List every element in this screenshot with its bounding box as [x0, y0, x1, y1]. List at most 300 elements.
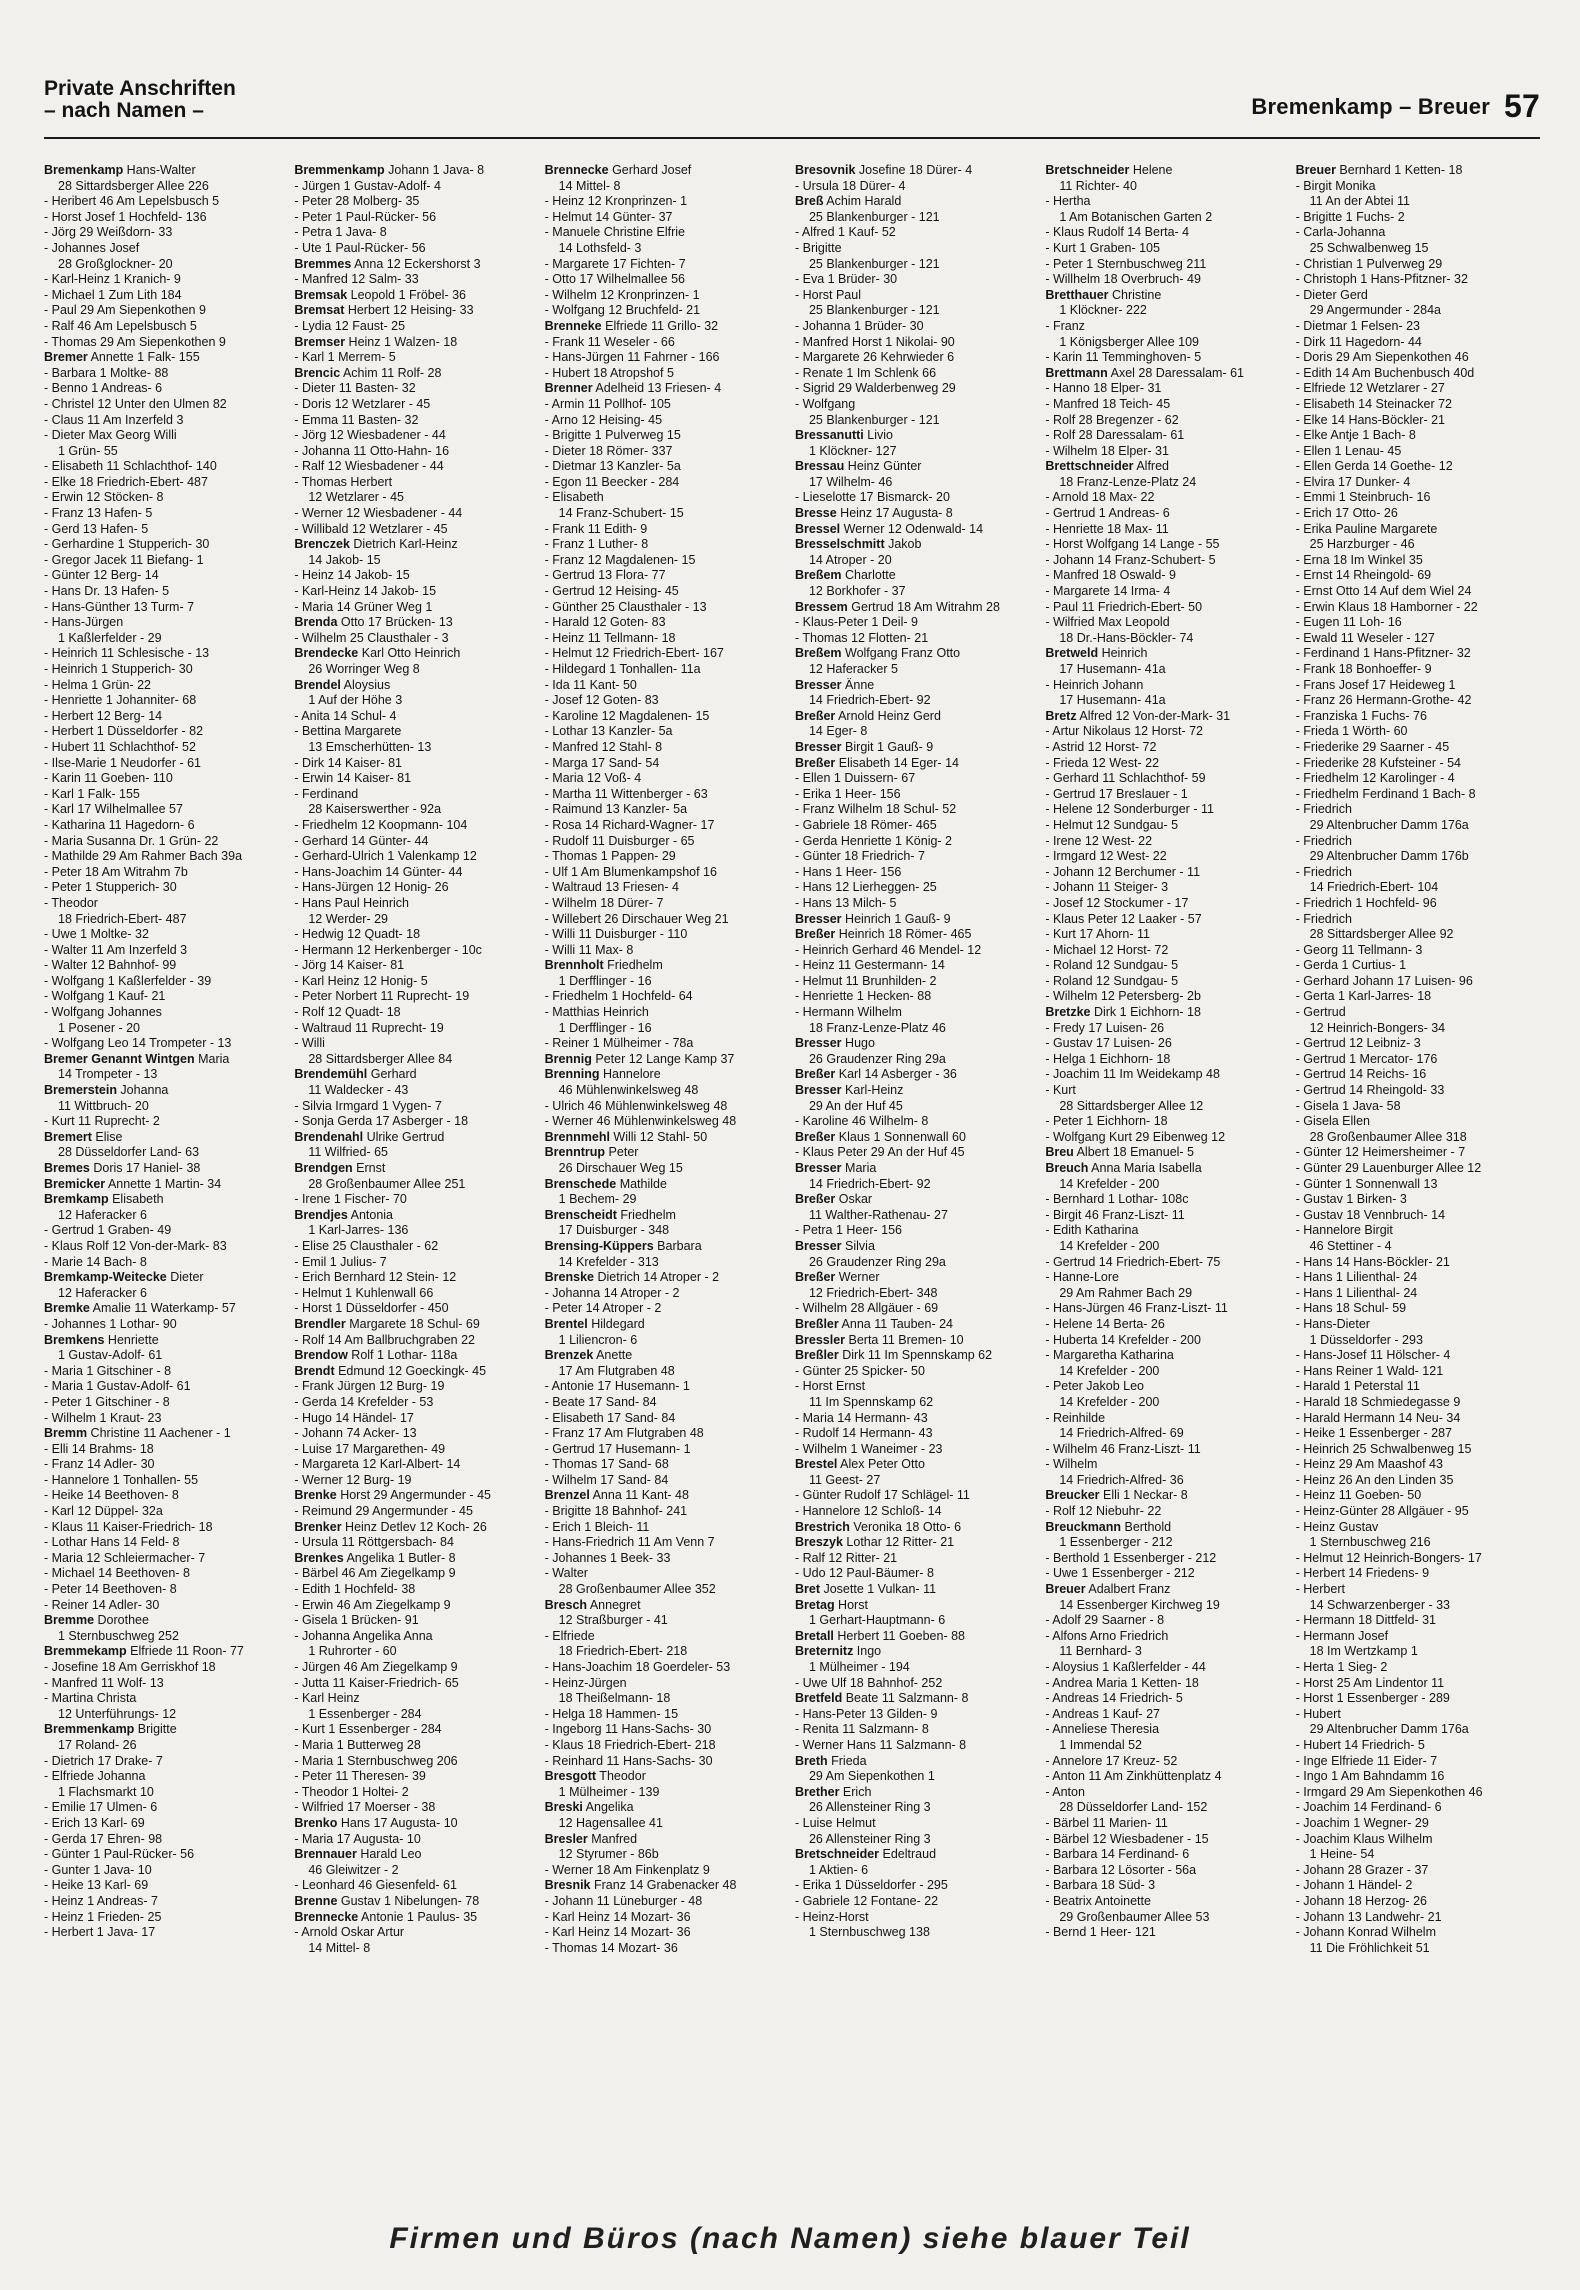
listing-line: - Udo 12 Paul-Bäumer- 8	[794, 1566, 934, 1581]
listing-line: 28 Großenbaumer Allee 251	[308, 1176, 466, 1191]
listing-line: - Anita 14 Schul- 4	[294, 708, 397, 723]
listing-line: 29 Großenbaumer Allee 53	[1059, 1909, 1210, 1924]
listing-line: 28 Sittardsberger Allee 84	[308, 1051, 453, 1066]
surname: Brenning	[544, 1067, 600, 1082]
listing-line: 14 Friedrich-Alfred- 69	[1059, 1426, 1184, 1441]
listing-line: - Jutta 11 Kaiser-Friedrich- 65	[294, 1675, 459, 1690]
listing-line: - Gertrud 1 Graben- 49	[44, 1223, 172, 1238]
surname: Bret	[794, 1582, 820, 1597]
surname: Bremke	[44, 1301, 90, 1316]
listing-line: 25 Blankenburger - 121	[808, 412, 940, 427]
listing-line: - Elisabeth	[544, 490, 604, 505]
listing-line: - Erika 1 Heer- 156	[794, 786, 901, 801]
listing-line: 1 Mülheimer - 194	[808, 1660, 910, 1674]
listing-line: - Sigrid 29 Walderbenweg 29	[794, 381, 956, 396]
listing-line: Bremmekamp Elfriede 11 Roon- 77	[44, 1644, 244, 1659]
listing-line: - Friederike 28 Kufsteiner - 54	[1295, 755, 1461, 770]
listing-line: - Renate 1 Im Schlenk 66	[794, 365, 937, 380]
surname: Breßer	[794, 708, 836, 723]
listing-line: Brennholt Friedhelm	[544, 958, 663, 973]
listing-line: - Ralf 12 Wiesbadener - 44	[294, 459, 444, 474]
listing-line: - Franz 12 Magdalenen- 15	[544, 552, 696, 567]
listing-line: - Kurt 17 Ahorn- 11	[1045, 927, 1150, 942]
listing-line: - Petra 1 Heer- 156	[794, 1223, 902, 1238]
listing-line: - Friedrich 1 Hochfeld- 96	[1295, 895, 1437, 910]
listing-line: - Ulf 1 Am Blumenkampshof 16	[544, 864, 717, 879]
listing-line: Bremme Dorothee	[44, 1613, 149, 1628]
listing-line: - Gertrud 14 Rheingold- 33	[1295, 1083, 1445, 1098]
listing-line: - Maria 1 Sternbuschweg 206	[294, 1753, 458, 1768]
listing-line: Bremmenkamp Brigitte	[44, 1722, 177, 1737]
listing-line: - Heinz 14 Jakob- 15	[294, 568, 410, 583]
listing-line: - Hans-Jürgen	[44, 615, 124, 630]
surname: Bremm	[44, 1426, 88, 1441]
listing-line: - Maria 14 Hermann- 43	[794, 1410, 928, 1425]
listing-line: - Bernhard 1 Lothar- 108c	[1045, 1192, 1189, 1207]
listing-line: - Wilhelm 28 Allgäuer - 69	[794, 1301, 939, 1316]
surname: Brenske	[544, 1270, 594, 1285]
listing-line: 29 An der Huf 45	[808, 1098, 903, 1113]
listing-line: 14 Eger- 8	[808, 724, 868, 739]
listing-line: Bremer Annette 1 Falk- 155	[44, 350, 200, 365]
surname: Brenzek	[544, 1348, 594, 1363]
listing-line: Bretthauer Christine	[1045, 287, 1162, 302]
listing-line: Brenntrup Peter	[544, 1145, 639, 1160]
listing-line: - Henriette 18 Max- 11	[1045, 521, 1169, 536]
listing-line: - Klaus Peter 29 An der Huf 45	[794, 1145, 965, 1160]
listing-line: - Günter 29 Lauenburger Allee 12	[1295, 1161, 1482, 1175]
listing-line: - Anton 11 Am Zinkhüttenplatz 4	[1045, 1769, 1222, 1784]
surname: Brendel	[294, 677, 341, 692]
listing-line: - Gertrud 17 Breslauer - 1	[1045, 786, 1188, 801]
listing-line: - Gunter 1 Java- 10	[44, 1862, 152, 1877]
listing-column-4	[795, 163, 1039, 2213]
listing-line: - Horst Paul	[794, 287, 861, 302]
listing-line: - Luise Helmut	[794, 1815, 876, 1830]
listing-line: Brenske Dietrich 14 Atroper - 2	[544, 1270, 720, 1285]
listing-line: - Franz 14 Adler- 30	[44, 1457, 155, 1472]
surname: Breßer	[794, 927, 836, 942]
listing-line: - Gregor Jacek 11 Biefang- 1	[44, 552, 204, 567]
listing-line: Breuch Anna Maria Isabella	[1045, 1161, 1202, 1175]
listing-line: 17 Roland- 26	[58, 1737, 137, 1752]
listing-line: - Dieter 18 Römer- 337	[544, 443, 673, 458]
listing-line: Bresch Annegret	[544, 1597, 641, 1612]
listing-line: - Hans 18 Schul- 59	[1295, 1301, 1407, 1316]
listing-line: - Wilhelm 1 Kraut- 23	[44, 1410, 162, 1425]
listing-line: - Karl Heinz 12 Honig- 5	[294, 973, 428, 988]
listing-line: Bresser Karl-Heinz	[794, 1083, 904, 1098]
listing-line: - Johann 74 Acker- 13	[294, 1426, 417, 1441]
surname: Brenner	[544, 381, 593, 396]
listing-line: - Johannes Josef	[44, 240, 140, 255]
listing-line: - Hans-Jürgen 46 Franz-Liszt- 11	[1045, 1301, 1228, 1316]
listing-line: Breßer Karl 14 Asberger - 36	[794, 1067, 957, 1082]
listing-line: Brenneke Elfriede 11 Grillo- 32	[544, 318, 719, 333]
listing-line: - Karoline 12 Magdalenen- 15	[544, 708, 710, 723]
listing-line: 11 Wilfried- 65	[308, 1145, 388, 1160]
surname: Bresgott	[544, 1769, 597, 1784]
listing-line: - Dieter Max Georg Willi	[44, 428, 177, 443]
surname: Breßem	[794, 568, 842, 583]
surname: Brenschede	[544, 1176, 617, 1191]
surname: Bressel	[794, 521, 841, 536]
listing-line: - Manuele Christine Elfrie	[544, 225, 685, 240]
surname: Bresser	[794, 1036, 842, 1051]
listing-line: - Elke Antje 1 Bach- 8	[1295, 428, 1416, 443]
surname: Bremicker	[44, 1176, 106, 1191]
listing-line: - Bärbel 11 Marien- 11	[1045, 1815, 1168, 1830]
listing-line: 26 Allensteiner Ring 3	[808, 1800, 931, 1815]
surname: Bremkens	[44, 1332, 105, 1347]
listing-line: 12 Straßburger - 41	[558, 1613, 668, 1628]
listing-line: - Irmgard 29 Am Siepenkothen 46	[1295, 1784, 1483, 1799]
listing-line: 18 Franz-Lenze-Platz 24	[1059, 474, 1197, 489]
listing-line: 18 Friedrich-Ebert- 218	[558, 1644, 688, 1659]
listing-line: - Herta 1 Sieg- 2	[1295, 1660, 1388, 1674]
listing-line: - Günther 25 Clausthaler - 13	[544, 599, 707, 614]
listing-line: - Hermann 18 Dittfeld- 31	[1295, 1613, 1436, 1628]
listing-line: Brenner Adelheid 13 Friesen- 4	[544, 381, 722, 396]
section-header	[44, 78, 236, 122]
listing-line: - Harald 12 Goten- 83	[544, 615, 666, 630]
surname: Bremenkamp	[44, 163, 124, 177]
listing-line: - Henriette 1 Johanniter- 68	[44, 693, 197, 708]
listing-line: 1 Immendal 52	[1059, 1737, 1142, 1752]
listing-line: - Franz	[1045, 318, 1085, 333]
listing-line: - Doris 12 Wetzlarer - 45	[294, 396, 431, 411]
surname: Bresse	[794, 506, 837, 521]
listing-line: Brensing-Küppers Barbara	[544, 1238, 702, 1253]
listing-line: - Gustav 18 Vennbruch- 14	[1295, 1207, 1446, 1222]
listing-line: - Friedrich	[1295, 833, 1352, 848]
listing-line: - Peter 1 Sternbuschweg 211	[1045, 256, 1207, 271]
listing-line: - Helmut 12 Friedrich-Ebert- 167	[544, 646, 724, 661]
listing-line: - Uwe 1 Moltke- 32	[44, 927, 149, 942]
listing-line: - Peter 1 Gitschiner - 8	[44, 1394, 170, 1409]
listing-line: - Barbara 12 Lösorter - 56a	[1045, 1862, 1197, 1877]
listing-line: Bremer Genannt Wintgen Maria	[44, 1051, 230, 1066]
listing-line: - Herbert 1 Düsseldorfer - 82	[44, 724, 204, 739]
listing-line: - Wilhelm 1 Waneimer - 23	[794, 1441, 943, 1456]
surname: Bremes	[44, 1161, 90, 1175]
listing-line: 29 Altenbrucher Damm 176a	[1309, 1722, 1469, 1737]
listing-line: 14 Friedrich-Ebert- 104	[1309, 880, 1439, 895]
listing-column-3	[545, 163, 789, 2213]
listing-line: - Franz 26 Hermann-Grothe- 42	[1295, 693, 1472, 708]
listing-line: - Wilhelm 25 Clausthaler - 3	[294, 630, 449, 645]
listing-line: - Helga 18 Hammen- 15	[544, 1706, 679, 1721]
surname: Breucker	[1045, 1488, 1100, 1503]
listing-line: - Hermann Josef	[1295, 1628, 1389, 1643]
surname: Brenne	[294, 1893, 338, 1908]
listing-line: - Karl-Heinz 1 Kranich- 9	[44, 272, 181, 287]
listing-line: - Gertrud 14 Friedrich-Ebert- 75	[1045, 1254, 1221, 1269]
listing-line: - Wolfgang Johannes	[44, 1005, 162, 1020]
listing-line: - Peter 11 Theresen- 39	[294, 1769, 426, 1784]
listing-line: 11 Richter- 40	[1059, 178, 1137, 193]
listing-line: 25 Blankenburger - 121	[808, 303, 940, 318]
listing-line: - Manfred 18 Teich- 45	[1045, 396, 1171, 411]
listing-line: - Ursula 11 Röttgersbach- 84	[294, 1535, 454, 1550]
listing-line: - Edith 14 Am Buchenbusch 40d	[1295, 365, 1475, 380]
listing-line: - Leonhard 46 Giesenfeld- 61	[294, 1878, 457, 1893]
listing-line: - Margareta 12 Karl-Albert- 14	[294, 1457, 461, 1472]
listing-line: - Hannelore Birgit	[1295, 1223, 1393, 1238]
listing-line: Bresovnik Josefine 18 Dürer- 4	[794, 163, 973, 177]
listing-line: - Jörg 29 Weißdorn- 33	[44, 225, 173, 240]
listing-line: - Hubert 14 Friedrich- 5	[1295, 1737, 1425, 1752]
listing-line: - Horst 25 Am Lindentor 11	[1295, 1675, 1445, 1690]
listing-line: - Arno 12 Heising- 45	[544, 412, 663, 427]
listing-line: - Wolfgang Leo 14 Trompeter - 13	[44, 1036, 232, 1051]
listing-line: - Friederike 29 Saarner - 45	[1295, 739, 1450, 754]
listing-line: - Peter 1 Stupperich- 30	[44, 880, 177, 895]
listing-line: - Gertrud 12 Heising- 45	[544, 584, 679, 599]
listing-line: - Matthias Heinrich	[544, 1005, 649, 1020]
listing-line: Bresler Manfred	[544, 1831, 638, 1846]
listing-line: 14 Friedrich-Alfred- 36	[1059, 1472, 1184, 1487]
listing-line: - Wilhelm 18 Dürer- 7	[544, 895, 664, 910]
surname: Bresovnik	[794, 163, 856, 177]
listing-line: - Klaus Rolf 12 Von-der-Mark- 83	[44, 1238, 227, 1253]
listing-line: - Manfred 18 Oswald- 9	[1045, 568, 1176, 583]
listing-line: 11 Wittbruch- 20	[58, 1098, 149, 1113]
listing-line: - Christel 12 Unter den Ulmen 82	[44, 396, 227, 411]
listing-line: - Helmut 11 Brunhilden- 2	[794, 973, 937, 988]
listing-line: - Frans Josef 17 Heideweg 1	[1295, 677, 1456, 692]
listing-line: - Hans-Peter 13 Gilden- 9	[794, 1706, 938, 1721]
listing-line: - Friedhelm 12 Karolinger - 4	[1295, 771, 1455, 786]
listing-line: - Ellen Gerda 14 Goethe- 12	[1295, 459, 1453, 474]
listing-line: Brestel Alex Peter Otto	[794, 1457, 925, 1472]
listing-line: - Gerhard-Ulrich 1 Valenkamp 12	[294, 849, 477, 864]
page-number: 57	[1504, 88, 1540, 124]
listing-line: - Margarete 14 Irma- 4	[1045, 584, 1171, 599]
listing-line: 14 Friedrich-Ebert- 92	[808, 693, 931, 708]
surname: Brendenahl	[294, 1129, 364, 1144]
surname: Bresser	[794, 1161, 842, 1175]
listing-line: - Walter	[544, 1566, 588, 1581]
listing-line: - Lothar Hans 14 Feld- 8	[44, 1535, 180, 1550]
listing-line: - Helga 1 Eichhorn- 18	[1045, 1051, 1171, 1066]
listing-line: 26 Worringer Weg 8	[308, 662, 420, 676]
listing-line: Breßem Charlotte	[794, 568, 896, 583]
surname: Brennmehl	[544, 1129, 610, 1144]
listing-line: - Lieselotte 17 Bismarck- 20	[794, 490, 950, 505]
listing-line: - Jürgen 46 Am Ziegelkamp 9	[294, 1660, 458, 1674]
listing-line: - Andrea Maria 1 Ketten- 18	[1045, 1675, 1199, 1690]
listing-line: Breth Frieda	[794, 1753, 867, 1768]
listing-line: - Maria 1 Butterweg 28	[294, 1737, 421, 1752]
listing-line: Breßer Elisabeth 14 Eger- 14	[794, 755, 959, 770]
listing-line: - Johanna 11 Otto-Hahn- 16	[294, 443, 450, 458]
listing-line: - Günter 12 Berg- 14	[44, 568, 159, 583]
listing-line: 26 Dirschauer Weg 15	[558, 1161, 683, 1175]
listing-line: - Hans 1 Heer- 156	[794, 864, 902, 879]
listing-line: 1 Flachsmarkt 10	[58, 1784, 154, 1799]
surname: Breßer	[794, 1067, 836, 1082]
listing-line: 1 Derfflinger - 16	[558, 973, 652, 988]
listing-line: - Maria 12 Schleiermacher- 7	[44, 1550, 206, 1565]
listing-line: - Martha 11 Wittenberger - 63	[544, 786, 708, 801]
listing-line: Breßem Wolfgang Franz Otto	[794, 646, 961, 661]
listing-line: - Elfriede Johanna	[44, 1769, 146, 1784]
listing-line: 1 Posener - 20	[58, 1020, 140, 1035]
surname: Brennecke	[544, 163, 609, 177]
listing-line: - Hugo 14 Händel- 17	[294, 1410, 414, 1425]
listing-line: 28 Großglockner- 20	[58, 256, 173, 271]
listing-line: - Heinz 1 Andreas- 7	[44, 1893, 158, 1908]
listing-line: - Ingo 1 Am Bahndamm 16	[1295, 1769, 1445, 1784]
listing-line: Bremes Doris 17 Haniel- 38	[44, 1161, 201, 1175]
surname: Bremmenkamp	[294, 163, 385, 177]
surname: Bremert	[44, 1129, 92, 1144]
surname: Breßer	[794, 1192, 836, 1207]
listing-line: Breuer Adalbert Franz	[1045, 1582, 1171, 1597]
listing-line: - Heribert 46 Am Lepelsbusch 5	[44, 194, 220, 209]
surname: Bremmekamp	[44, 1644, 127, 1659]
listing-line: - Gertrud 1 Mercator- 176	[1295, 1051, 1438, 1066]
listing-line: - Gabriele 12 Fontane- 22	[794, 1893, 939, 1908]
listing-line: - Klaus 18 Friedrich-Ebert- 218	[544, 1737, 716, 1752]
listing-line: Brenne Gustav 1 Nibelungen- 78	[294, 1893, 480, 1908]
listing-column-6	[1296, 163, 1540, 2213]
listing-line: - Annelore 17 Kreuz- 52	[1045, 1753, 1178, 1768]
listing-line: - Johann 18 Herzog- 26	[1295, 1893, 1427, 1908]
surname: Brenkes	[294, 1550, 344, 1565]
listing-line: - Frank 18 Bonhoeffer- 9	[1295, 662, 1432, 676]
listing-line: - Peter 1 Paul-Rücker- 56	[294, 209, 437, 224]
listing-line: Brennig Peter 12 Lange Kamp 37	[544, 1051, 735, 1066]
listing-line: Breßer Werner	[794, 1270, 880, 1285]
listing-line: - Heinz-Horst	[794, 1909, 869, 1924]
listing-line: - Astrid 12 Horst- 72	[1045, 739, 1157, 754]
listing-line: - Thomas 17 Sand- 68	[544, 1457, 669, 1472]
listing-line: - Paul 11 Friedrich-Ebert- 50	[1045, 599, 1203, 614]
listing-line: 1 Sternbuschweg 216	[1309, 1535, 1431, 1550]
listing-line: - Katharina 11 Hagedorn- 6	[44, 817, 195, 832]
listing-line: Brendow Rolf 1 Lothar- 118a	[294, 1348, 458, 1363]
listing-line: - Brigitte	[794, 240, 842, 255]
listing-line: - Silvia Irmgard 1 Vygen- 7	[294, 1098, 442, 1113]
listing-line: - Karin 11 Goeben- 110	[44, 771, 173, 786]
surname: Brendecke	[294, 646, 359, 661]
listing-line: - Heinrich 25 Schwalbenweg 15	[1295, 1441, 1472, 1456]
listing-line: - Reiner 14 Adler- 30	[44, 1597, 160, 1612]
listing-line: - Gerhard 14 Günter- 44	[294, 833, 429, 848]
listing-line: - Kurt 1 Graben- 105	[1045, 240, 1160, 255]
surname: Breßer	[794, 1129, 836, 1144]
surname: Brendjes	[294, 1207, 348, 1222]
listing-line: 18 Franz-Lenze-Platz 46	[808, 1020, 946, 1035]
surname: Breßem	[794, 646, 842, 661]
listing-line: Bremmes Anna 12 Eckershorst 3	[294, 256, 481, 271]
listing-line: Bremkens Henriette	[44, 1332, 159, 1347]
listing-line: - Bärbel 46 Am Ziegelkamp 9	[294, 1566, 456, 1581]
listing-line: 12 Borkhofer - 37	[808, 584, 906, 599]
listing-line: - Wolfgang 1 Kaßlerfelder - 39	[44, 973, 212, 988]
listing-line: Brennauer Harald Leo	[294, 1847, 422, 1862]
listing-line: - Hans Reiner 1 Wald- 121	[1295, 1363, 1444, 1378]
listing-line: - Johannes 1 Lothar- 90	[44, 1316, 177, 1331]
listing-line: - Ralf 46 Am Lepelsbusch 5	[44, 318, 197, 333]
listing-line: Brenkes Angelika 1 Butler- 8	[294, 1550, 456, 1565]
surname: Bretag	[794, 1597, 835, 1612]
listing-line: - Willebert 26 Dirschauer Weg 21	[544, 911, 729, 926]
listing-line: Breßer Heinrich 18 Römer- 465	[794, 927, 972, 942]
listing-line: - Thomas 1 Pappen- 29	[544, 849, 676, 864]
listing-line: - Hildegard 1 Tonhallen- 11a	[544, 662, 701, 676]
listing-line: - Joachim 14 Ferdinand- 6	[1295, 1800, 1442, 1815]
listing-line: Brenczek Dietrich Karl-Heinz	[294, 537, 458, 552]
listing-line: Brettmann Axel 28 Daressalam- 61	[1045, 365, 1245, 380]
listing-line: - Wilhelm 18 Elper- 31	[1045, 443, 1169, 458]
listing-line: - Wolfgang 12 Bruchfeld- 21	[544, 303, 701, 318]
listing-line: 12 Friedrich-Ebert- 348	[808, 1285, 938, 1300]
listing-line: 18 Dr.-Hans-Böckler- 74	[1059, 630, 1194, 645]
listing-line: 1 Liliencron- 6	[558, 1332, 638, 1347]
listing-line: 1 Derfflinger - 16	[558, 1020, 652, 1035]
listing-line: - Helmut 1 Kuhlenwall 66	[294, 1285, 434, 1300]
surname: Bremer	[44, 350, 88, 365]
listing-line: - Horst 1 Düsseldorfer - 450	[294, 1301, 449, 1316]
surname: Bremme	[44, 1613, 95, 1628]
listing-line: - Gerhard 11 Schlachthof- 59	[1045, 771, 1206, 786]
listing-line: 28 Düsseldorfer Land- 63	[58, 1145, 200, 1160]
listing-line: 46 Mühlenwinkelsweg 48	[558, 1083, 699, 1098]
listing-line: - Hans-Günther 13 Turm- 7	[44, 599, 195, 614]
listing-line: Bresser Maria	[794, 1161, 877, 1175]
listing-line: 14 Mittel- 8	[308, 1940, 371, 1955]
listing-line: - Heinrich 1 Stupperich- 30	[44, 662, 193, 676]
listing-line: - Michael 1 Zum Lith 184	[44, 287, 182, 302]
listing-line: - Johann 11 Lüneburger - 48	[544, 1893, 703, 1908]
listing-line: - Egon 11 Beecker - 284	[544, 474, 680, 489]
listing-line: - Ernst Otto 14 Auf dem Wiel 24	[1295, 584, 1472, 599]
listing-line: - Maria 12 Voß- 4	[544, 771, 642, 786]
listing-line: - Alfons Arno Friedrich	[1045, 1628, 1169, 1643]
surname: Brenker	[294, 1519, 342, 1534]
listing-line: 14 Krefelder - 200	[1059, 1363, 1160, 1378]
listing-line: - Gisela Ellen	[1295, 1114, 1370, 1129]
listing-line: - Martina Christa	[44, 1691, 137, 1706]
listing-line: - Franziska 1 Fuchs- 76	[1295, 708, 1427, 723]
listing-line: - Hanne-Lore	[1045, 1270, 1119, 1285]
listing-line: 1 Klöckner- 222	[1059, 303, 1147, 318]
listing-line: - Harald 18 Schmiedegasse 9	[1295, 1394, 1461, 1409]
listing-line: - Heinz 1 Frieden- 25	[44, 1909, 162, 1924]
surname: Bremmes	[294, 256, 352, 271]
listing-line: - Rudolf 14 Hermann- 43	[794, 1426, 933, 1441]
listing-line: - Ursula 18 Dürer- 4	[794, 178, 906, 193]
listing-line: - Herbert 12 Berg- 14	[44, 708, 163, 723]
listing-line: - Waltraud 13 Friesen- 4	[544, 880, 679, 895]
listing-line: - Wolfgang Kurt 29 Eibenweg 12	[1045, 1129, 1226, 1144]
listing-line: - Doris 29 Am Siepenkothen 46	[1295, 350, 1469, 365]
listing-line: - Kurt 1 Essenberger - 284	[294, 1722, 442, 1737]
listing-line: 12 Haferacker 6	[58, 1207, 147, 1222]
surname: Bresch	[544, 1597, 588, 1612]
footer-note: Firmen und Büros (nach Namen) siehe blauer Teil	[389, 2222, 1191, 2255]
surname: Breuch	[1045, 1161, 1089, 1175]
surname: Brettschneider	[1045, 459, 1134, 474]
listing-line: - Werner 12 Burg- 19	[294, 1472, 412, 1487]
surname: Brenke	[294, 1488, 337, 1503]
listing-line: - Thomas 14 Mozart- 36	[544, 1940, 678, 1955]
listing-line: - Berthold 1 Essenberger - 212	[1045, 1550, 1217, 1565]
listing-line: - Hans-Jürgen 11 Fahrner - 166	[544, 350, 720, 365]
